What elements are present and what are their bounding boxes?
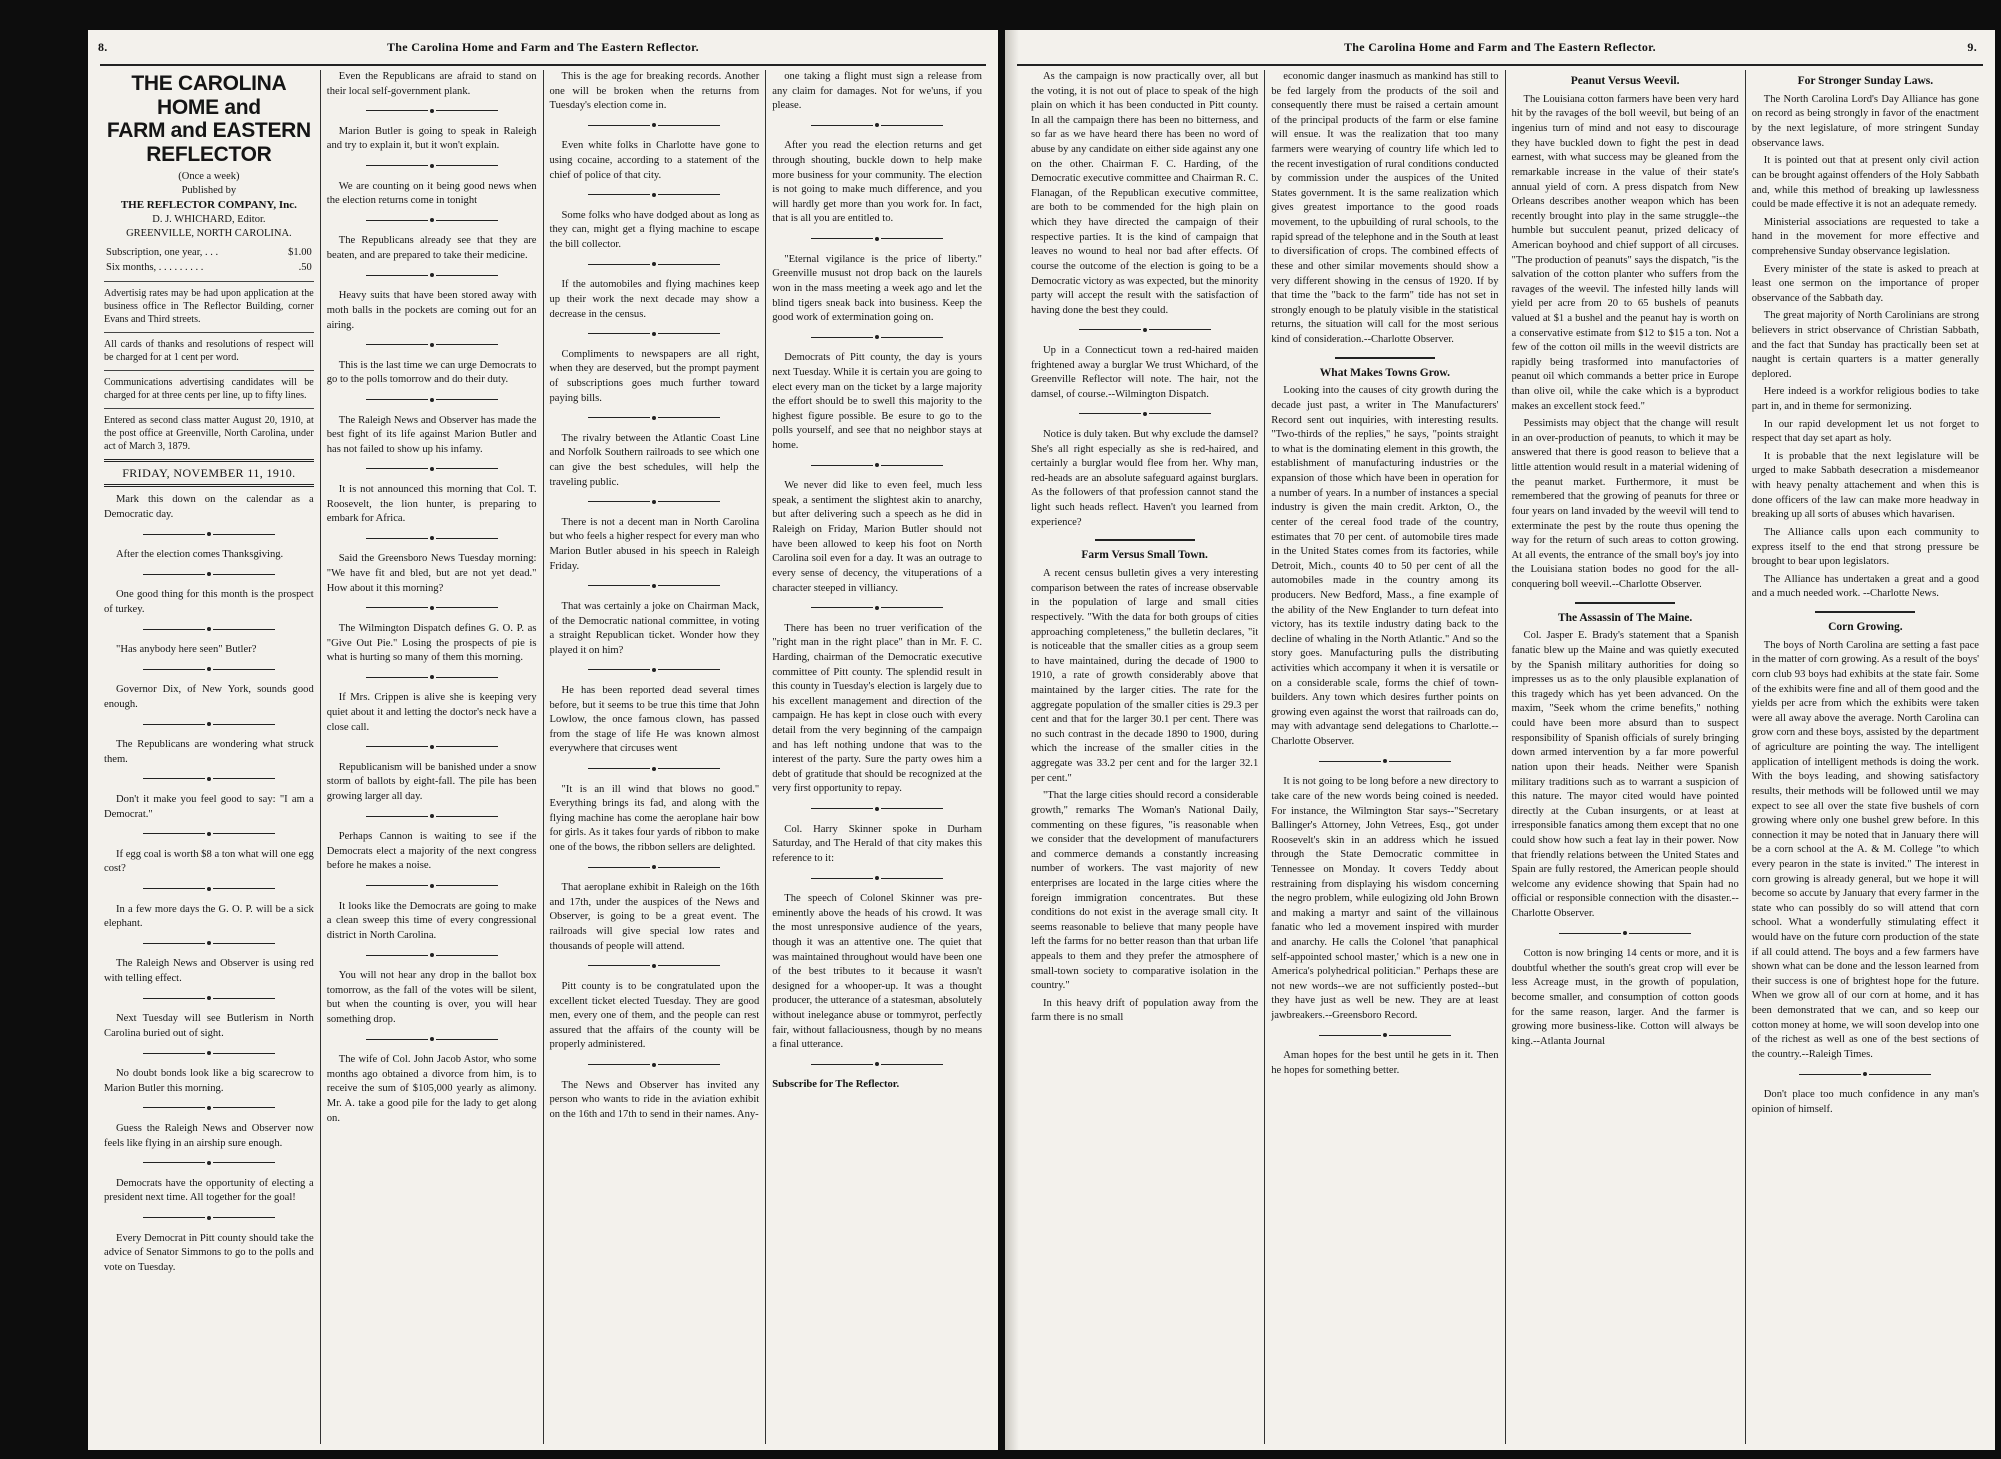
headline: Farm Versus Small Town.: [1081, 549, 1208, 562]
paragraph: The speech of Colonel Skinner was pre-eminently above the heads of his crowd. It was the most unresponsive audience of the years, though it was an attentive one. The quiet that was maintained throughout would have been one of the best tributes to it because it wasn't designed for a whooper-up. It was a thought producer, the utterance of a statesman, absolutely without inelegance abuse or tommyrot, perfectly fair, without fallaciousness, though by no means a final utterance.: [772, 893, 982, 1051]
column-4: [765, 70, 988, 1444]
item-divider: [104, 663, 314, 678]
paragraph: After the election comes Thanksgiving.: [116, 549, 284, 561]
paragraph: This is the age for breaking records. Another one will be broken when the returns from Tuesday's election come in.: [549, 71, 760, 112]
item-divider: [1271, 1029, 1498, 1044]
item-divider: [1031, 323, 1258, 338]
column-4: [1745, 70, 1985, 1444]
item-divider: [327, 269, 537, 284]
frequency: (Once a week): [178, 171, 240, 183]
subscription-rates: [106, 246, 312, 274]
issue-dateline: FRIDAY, NOVEMBER 11, 1910.: [104, 459, 314, 488]
paragraph: Looking into the causes of city growth during the decade just past, a writer in The Manufacturers' Record sent out inquiries, with interesting results. "Two-thirds of the replies," he says, "points straight to what is the dominating element in this growth, the establishment of manufacturing industries or the expansion of those which have been in operation for a number of years. In a number of instances a special industry is given the main credit. Arkton, O., the center of the cereal food trade of the country, estimates that 70 per cent. of automobile tires made in the United States comes from its factories, while Detroit, Mich., counts 40 to 50 per cent of all the automobiles made in the country among its producers. New Bedford, Mass., a fine example of the ability of the New Englander to turn defeat into victory, has its textile industry dating back to the decline of whaling in the North Atlantic." And so the story goes. Manufacturing pulls the distributing activities which accompany it when it is versatile or on a considerable scale, forms the chief of town-builders. Any town which desires further points on growing even against the worst that railroads can do, may with advantage send delegations to Charlotte.--Charlotte Observer.: [1271, 385, 1499, 748]
paragraph: He has been reported dead several times before, but it seems to be true this time that John Lowlow, the once famous clown, has passed from the stage of life He was known almost everywhere that circuses went: [549, 684, 760, 755]
head-rule: [1017, 64, 1983, 66]
item-divider: [327, 159, 537, 174]
paragraph: "Eternal vigilance is the price of liberty." Greenville musust not drop back on the laurels won in the mass meeting a week ago and let the blind tigers sneak back into business. Keep the good work of extermination going on.: [772, 253, 982, 324]
columns-left: [98, 70, 988, 1444]
item-divider: [104, 1211, 314, 1226]
paragraph: That aeroplane exhibit in Raleigh on the 16th and 17th, under the auspices of the News and Observer, is going to be a great event. The railroads will give special low rates and thousands of people will attend.: [549, 882, 760, 952]
item-divider: [550, 188, 760, 203]
article-body: [1031, 567, 1258, 1026]
newspaper-page-8: [88, 30, 998, 1450]
item-divider: [550, 495, 760, 510]
paragraph: That was certainly a joke on Chairman Mack, of the Democratic national committee, in voting a straight Republican ticket. Wonder how they played it on him?: [549, 600, 760, 656]
item-divider: [104, 882, 314, 897]
paragraph: A recent census bulletin gives a very interesting comparison between the rates of increase observable in the population of large and small cities respectively. "With the data for both groups of cities approaching completeness," the bulletin declares, "it is noticeable that the smaller cities as a group seem to have maintained, during the decade of 1900 to 1910, a rate of growth considerably above that maintained by the larger cities. The rate for the aggregate population of the smaller cities is 29.3 per cent and that for the larger 30.1 per cent. There was no such contrast in the decade 1890 to 1900, during which the increase of the smaller cities in the aggregate was 33.2 per cent and for the larger 32.1 per cent.": [1031, 568, 1259, 784]
paragraph: Governor Dix, of New York, sounds good enough.: [104, 684, 314, 710]
paragraph-list: [327, 70, 537, 1126]
item-divider: [772, 119, 982, 134]
item-divider: [550, 861, 760, 876]
paragraph: The rivalry between the Atlantic Coast Line and Norfolk Southern railroads to see which one can give the best schedules, will help the traveling public.: [549, 432, 760, 488]
masthead-line: FARM and EASTERN: [106, 119, 311, 143]
headline: What Makes Towns Grow.: [1319, 366, 1450, 379]
paragraph: Up in a Connecticut town a red-haired maiden frightened away a burglar We trust Whichard, of the Greenville Reflector will note. The hair, not the damsel, of course.--Wilmington Dispatch.: [1031, 344, 1259, 400]
paragraph: One good thing for this month is the prospect of turkey.: [104, 589, 314, 615]
article-body: [1512, 93, 1739, 593]
paragraph: The great majority of North Carolinians are strong believers in strict observance of Christian Sabbath, and the fact that Sunday has practically been set at naught is certain quarters is a matter generally deplored.: [1751, 310, 1979, 380]
rate-label: Six months, . . . . . . . . .: [106, 261, 204, 273]
running-head-right: [1005, 40, 1995, 62]
paragraph: We are counting on it being good news when the election returns come in tonight: [326, 180, 537, 207]
item-divider: [104, 937, 314, 952]
paragraph: The Republicans are wondering what struck them.: [104, 739, 314, 765]
paragraph: Some folks who have dodged about as long as they can, might get a flying machine to escape the bill collector.: [549, 209, 760, 251]
item-divider: [104, 772, 314, 787]
paragraph: Pitt county is to be congratulated upon the excellent ticket elected Tuesday. They are good men, every one of them, and the people can rest assured that the affairs of the county will be properly administered.: [549, 980, 760, 1051]
paragraph: After you read the election returns and get through shouting, buckle down to help make more business for your community. The election is not going to make much difference, and you will hardly get more than you work for. In fact, that is all you are entitled to.: [772, 140, 982, 225]
paragraph: The boys of North Carolina are setting a fast pace in the matter of corn growing. As a result of the boys' corn club 93 boys had exhibits at the state fair. Some of the exhibits were fine and all of them good and the yields per acre from which the exhibits were taken were all away above the average. North Carolina can grow corn and these boys, assisted by the department of agriculture are pointing the way. The intelligent application of intelligent methods is doing the work. With the boys leading, and showing satisfactory results, their methods will be followed until we may expect to see all over the state five bushels of corn growing where only one bushel grew before. In this connection it may be noted that in January there will be a corn school at the A. & M. College "to which every pearon in the state is invited." The interest in corn growing is already general, but we hope it will become so accute by January that every farmer in the state who can possibly do so will attend that corn school. What a wonderfully stimulating effect it would have on the future corn production of the state if all could attend. The boys and a few farmers have shown what can be done and the lesson learned from their success is one of brightest hope for the future. When we grow all of our corn at home, and it has been demonstrated that we can, and so keep our cotton money at home, we will soon develop into one of the richest as well as one of the best sections of the country.--Raleigh Times.: [1751, 639, 1979, 1060]
paragraph: No doubt bonds look like a big scarecrow to Marion Butler this morning.: [104, 1068, 314, 1094]
column-2: [320, 70, 543, 1444]
item-divider: [1031, 407, 1258, 422]
paragraph: Every minister of the state is asked to preach at least one sermon on the importance of proper observance of the Sabbath day.: [1751, 263, 1979, 304]
paragraph: Even white folks in Charlotte have gone to using cocaine, according to a statement of the chief of police of that city.: [549, 140, 760, 181]
headline: Corn Growing.: [1828, 620, 1903, 633]
item-divider: [772, 601, 982, 616]
paragraph: Ministerial associations are requested to take a hand in the movement for more effective and comprehensive Sunday observance legislation.: [1751, 216, 1979, 257]
item-divider: [327, 948, 537, 963]
paragraph: Compliments to newspapers are all right, when they are deserved, but the prompt payment of subscriptions goes much further toward paying bills.: [549, 348, 760, 404]
paragraph: Perhaps Cannon is waiting to see if the Democrats elect a majority of the next congress before he makes a noise.: [326, 831, 537, 872]
item-divider: [772, 331, 982, 346]
article-body: [1512, 629, 1739, 1049]
paragraph: "It is an ill wind that blows no good." Everything brings its fad, and along with the flying machine has come the aeroplane hair bow for girls. As it takes four yards of ribbon to make one of the bows, the ribbon sellers are delighted.: [549, 783, 760, 854]
item-divider: [327, 104, 537, 119]
item-divider: [772, 232, 982, 247]
article-body: [1752, 93, 1979, 602]
paragraph: We never did like to even feel, much less speak, a sentiment the slightest akin to anarchy, but after delivering such a speech as he did in Raleigh on Friday, Marion Butler should not have been allowed to keep his foot on North Carolina soil even for a day. It was an outrage to every sense of decency, the vituperations of a character steeped in villiancy.: [772, 480, 982, 594]
published-by: Published by: [181, 184, 237, 196]
column-2: [1264, 70, 1504, 1444]
running-head-left: [88, 40, 998, 62]
masthead: [104, 72, 314, 166]
paragraph: Every Democrat in Pitt county should take the advice of Senator Simmons to go to the polls and vote on Tuesday.: [104, 1232, 314, 1273]
paragraph: The Alliance calls upon each community to express itself to the end that strong pressure be brought to bear upon legislators.: [1751, 526, 1979, 568]
paragraph: Democrats of Pitt county, the day is yours next Tuesday. While it is certain you are going to elect every man on the ticket by a large majority the effort should be to swell this majority to the highest figure possible. Be esure to go to the polls yourself, and see that no neighbor stays at home.: [772, 352, 982, 452]
rate-label: Subscription, one year, . . .: [106, 247, 219, 259]
item-divider: [550, 579, 760, 594]
paragraph: You will not hear any drop in the ballot box tomorrow, as the fall of the votes will be silent, but when the counting is over, you will hear something drop.: [326, 970, 537, 1025]
gutter-shadow: [1005, 30, 1019, 1450]
paragraph: Aman hopes for the best until he gets in it. Then he hopes for something better.: [1271, 1050, 1499, 1076]
paragraph: It is pointed out that at present only civil action can be brought against offenders of the Holy Sabbath and, while this method of breaking up lawlessness could be made effective it is not an adequate remedy.: [1751, 155, 1979, 211]
paragraph: This is the last time we can urge Democrats to go to the polls tomorrow and do their duty.: [326, 359, 537, 386]
headline: Peanut Versus Weevil.: [1570, 75, 1680, 87]
paragraph: The Raleigh News and Observer is using red with telling effect.: [104, 958, 314, 985]
paragraph-list: [772, 70, 982, 1053]
item-divider: [327, 532, 537, 547]
item-divider: [327, 393, 537, 408]
paragraph: Republicanism will be banished under a snow storm of ballots by eight-fall. The pile has been growing larger all day.: [326, 761, 537, 802]
item-divider: [1752, 1068, 1979, 1083]
item-divider: [550, 762, 760, 777]
paragraph: The Alliance has undertaken a great and a good and a much needed work. --Charlotte News.: [1751, 573, 1979, 600]
paragraph: Marion Butler is going to speak in Raleigh and try to explain it, but it won't explain.: [326, 125, 537, 152]
masthead-line: REFLECTOR: [146, 142, 272, 166]
item-divider: [104, 827, 314, 842]
masthead-details: [104, 170, 314, 240]
article-body: [1271, 384, 1498, 1078]
paragraph: Even the Republicans are afraid to stand on their local self-government plank.: [326, 71, 537, 97]
paragraph: The Republicans already see that they are beaten, and are prepared to take their medicine.: [326, 235, 537, 262]
item-divider: [772, 459, 982, 474]
notice: Entered as second class matter August 20, 1910, at the post office at Greenville, North Carolina, under act of March 3, 1879.: [104, 408, 314, 453]
publisher: THE REFLECTOR COMPANY, Inc.: [120, 198, 297, 211]
item-divider: [550, 258, 760, 273]
article-body: [1271, 70, 1498, 348]
running-title: The Carolina Home and Farm and The Eastern Reflector.: [1343, 40, 1656, 54]
paragraph: Heavy suits that have been stored away with moth balls in the pockets are coming out for an airing.: [326, 290, 537, 331]
item-divider: [104, 1156, 314, 1171]
item-divider: [104, 568, 314, 583]
item-divider: [104, 527, 314, 542]
location: GREENVILLE, NORTH CAROLINA.: [126, 227, 292, 239]
item-divider: [104, 992, 314, 1007]
paragraph: one taking a flight must sign a release from any claim for damages. Not for we'uns, if you please.: [772, 71, 982, 112]
paragraph: Said the Greensboro News Tuesday morning: "We have fit and bled, but are not yet dead." How about it this morning?: [326, 553, 537, 594]
paragraph-list: [550, 70, 760, 1122]
paragraph: The Wilmington Dispatch defines G. O. P. as "Give Out Pie." Losing the prospects of pie is what is hurting so many of them this morning.: [326, 622, 537, 664]
headline: For Stronger Sunday Laws.: [1797, 75, 1934, 87]
item-divider: [550, 663, 760, 678]
item-divider: [327, 462, 537, 477]
item-divider: [1271, 755, 1498, 770]
newspaper-page-9: [1005, 30, 1995, 1450]
item-divider: [772, 802, 982, 817]
masthead-line: THE CAROLINA HOME and: [131, 72, 287, 119]
running-title: The Carolina Home and Farm and The Eastern Reflector.: [386, 40, 699, 54]
item-divider: [327, 214, 537, 229]
column-3: [1505, 70, 1745, 1444]
paragraph: economic danger inasmuch as mankind has still to be fed largely from the products of the soil and consequently there must be raised a certain amount of the principal products of the farm or else famine will ensue. It was the realization that too many farmers were wearying of country life which led to the recent investigation of rural conditions conducted by commission under the auspices of the United States government. It is the same realization which gives greatest importance to the good roads movement, to the upbuilding of rural schools, to the rapid spread of the telephone and in the South at least to diversification of crops. The combined effects of these and other similar movements should show a very different showing in the census of 1920. If by that time the "back to the farm" tide has not set in strongly enough to be platuly visible in the statistical returns, the situation will call for the most serious kind of consideration.--Charlotte Observer.: [1271, 71, 1499, 345]
article-body: [1752, 639, 1979, 1118]
column-1: [1025, 70, 1264, 1444]
paragraph: Don't place too much confidence in any man's opinion of himself.: [1751, 1089, 1979, 1115]
paragraph: Pessimists may object that the change will result in an over-production of peanuts, to which it may be answered that there is good reason to believe that a little attention would result in a material widening of the peanut market. Furthermore, it must be remembered that the growing of peanuts for three or four years on land invaded by the weevil will tend to exterminate the pest by the route thus opening the way for the return of such areas to cotton growing. At all events, the entrance of the small boy's joy into the Louisiana station bodes no good for the all-conquering boll weevil.--Charlotte Observer.: [1511, 418, 1739, 590]
paragraph: It is not going to be long before a new directory to take care of the new words being coined is needed. For instance, the Wilmington Star says--"Secretary Ballinger's Attorney, John Vetrees, Esq., got under Roosevelt's skin in an address which he issued through the State Democratic committee in Tennessee on Monday. It covers Teddy about restraining from displaying his wisdom concerning the negro problem, while eulogizing old John Brown and making a martyr and saint of the villainous fanatic who led a movement inspired with murder and anarchy. He calls the Colonel 'that panaphical self-appointed school master,' which is a new one in America's polyhedrical politician." Perhaps these are not new words--we are not sufficiently posted--but they have just as well be new. They are at least jawbreakers.--Greensboro Record.: [1271, 776, 1499, 1022]
paragraph: As the campaign is now practically over, all but the voting, it is not out of place to speak of the high plain on which it has been conducted in Pitt county. In all the campaign there has been no bitterness, and so far as we have heard there has been no word of abuse by any candidate on either side against any one on the other. Chairman F. C. Harding, of the Democratic executive committee and Chairman R. C. Flanagan, of the Republican executive committee, are both to be commended for the high plain on which they have directed the campaign of their respective parties. It is the kind of campaign that leaves no wound to heal nor bad after effects. Of course the outcome of the election is going to be a Democratic victory as was expected, but the minority party will accept the result with the satisfaction of having done the best they could.: [1031, 71, 1259, 316]
page-number: 9.: [1967, 40, 1977, 54]
notice: Advertisig rates may be had upon application at the business office in The Reflector Building, corner Evans and Third streets.: [104, 281, 314, 326]
paragraph: There has been no truer verification of the "right man in the right place" than in Mr. F. C. Harding, chairman of the Democratic executive committee of Pitt county. The splendid result in this county in Tuesday's election is largely due to his excellent management and direction of the campaign. He has kept in close ouch with every detail from the very beginning of the campaign and has left nothing undone that was to the interest of the party. Sure the party owes him a debt of gratitude that should be recognized at the very first opportunity to repay.: [772, 622, 982, 795]
item-divider: [1512, 927, 1739, 942]
item-divider: [327, 601, 537, 616]
paragraph: The Raleigh News and Observer has made the best fight of its life against Marion Butler and has not failed to show up his infamy.: [326, 414, 537, 455]
notice: All cards of thanks and resolutions of respect will be charged for at 1 cent per word.: [104, 332, 314, 364]
paragraph: "That the large cities should record a considerable growth," remarks The Woman's National Daily, commenting on these figures, "is reasonable when we consider that the development of manufacturers and commerce demands a constantly increasing number of workers. The vast majority of new enterprises are located in the large cities where the foreign immigration concentrates. But these conditions do not exist in the average small city. It seems reasonable to believe that many people have left the farms for no better reason than that urban life appeals to them and they prefer the atmosphere of small-town society to comparative isolation in the country.": [1031, 790, 1259, 992]
paragraph: Col. Jasper E. Brady's statement that a Spanish fanatic blew up the Maine and was quietly executed by the Spanish military authorities for doing so impresses us as to the only plausible explanation of this tragedy which has yet been advanced. On the maxim, "Seek whom the crime benefits," nothing could have been more absurd than to suspect responsibility of Spanish officials of surely bringing down armed intervention by a far more powerful nation upon their heads. Neither were Spanish military traditions such as to warrant a suspicion of this nature. The mayor cited would have pointed directly at the Cuban insurgents, or at least at irresponsible fanatics among them except that no one could show how such a feat lay in their power. Now that friendly relations between the United States and Spain are fully restored, the American people should welcome any evidence showing that Spain had no official or responsible connection with the disaster.--Charlotte Observer.: [1511, 630, 1739, 920]
paragraph: "Has anybody here seen" Butler?: [116, 644, 257, 656]
paragraph: Mark this down on the calendar as a Democratic day.: [104, 494, 314, 520]
item-divider: [327, 879, 537, 894]
rate-value: .50: [298, 261, 312, 273]
paragraph: Cotton is now bringing 14 cents or more, and it is doubtful whether the south's great crop will ever be less Acreage must, in the growth of population, become smaller, and consumption of cotton goods for the same reason, larger. And the farmer is growing more business-like. Cotton will always be king.--Atlanta Journal: [1511, 948, 1739, 1047]
item-divider: [327, 1033, 537, 1048]
paragraph: Democrats have the opportunity of electing a president next time. All together for the goal!: [104, 1177, 314, 1204]
rate-value: $1.00: [288, 247, 312, 259]
item-divider: [104, 1047, 314, 1062]
head-rule: [100, 64, 986, 66]
page-number: 8.: [98, 40, 108, 54]
item-divider: [104, 623, 314, 638]
paragraph: Here indeed is a workfor religious bodies to take part in, and in theme for sermonizing.: [1751, 386, 1979, 413]
paragraph: Next Tuesday will see Butlerism in North Carolina buried out of sight.: [104, 1013, 314, 1039]
item-divider: [550, 1058, 760, 1073]
paragraph: In a few more days the G. O. P. will be a sick elephant.: [104, 903, 314, 930]
paragraph: The wife of Col. John Jacob Astor, who some months ago obtained a divorce from him, is to receive the sum of $105,000 yearly as alimony. Mr. A. take a good pile for the lady to get along on.: [326, 1054, 537, 1124]
paragraph: It looks like the Democrats are going to make a clean sweep this time of every congressional district in North Carolina.: [326, 900, 537, 941]
paragraph: The North Carolina Lord's Day Alliance has gone on record as being strongly in favor of the enactment by the next legislature, of more stringent Sunday observance laws.: [1751, 93, 1979, 149]
paragraph: Notice is duly taken. But why exclude the damsel? She's all right especially as she is red-haired, and certainly a burglar would flee from her. Why man, red-heads are an absolute safeguard against burglars. As the followers of that profession cannot stand the light such heads reflect. Haven't you learned from experience?: [1031, 429, 1259, 528]
item-divider: [327, 740, 537, 755]
columns-right: [1025, 70, 1985, 1444]
paragraph: If the automobiles and flying machines keep up their work the next decade may show a decrease in the census.: [549, 279, 760, 320]
item-divider: [104, 718, 314, 733]
item-divider: [327, 338, 537, 353]
item-divider: [327, 810, 537, 825]
item-divider: [327, 671, 537, 686]
column-3: [543, 70, 766, 1444]
paragraph: If egg coal is worth $8 a ton what will one egg cost?: [104, 848, 314, 875]
subscribe-notice: Subscribe for The Reflector.: [772, 1079, 900, 1091]
paragraph: The Louisiana cotton farmers have been very hard hit by the ravages of the boll weevil, but being of an ingenius turn of mind and not easy to discourage they have buckled down to fight the pest in dead earnest, with what success may be gleaned from the remarkable increase in the value of their state's annual yield of corn. A press dispatch from New Orleans describes another weapon which has been recently brought into play in the same struggle--the humble but succulent peanut, prized delicacy of American boyhood and chief support of all circuses. "The production of peanuts" says the dispatch, "is the salvation of the cotton planter who suffers from the ravages of the weevil. The infested hilly lands will yield per acre from 20 to 65 bushels of peanuts valued at $1 a bushel and the peanut hay is worth on a conservative estimate from $12 to $15 a ton. Not a few of the cotton oil mills in the weevil districts are rapidly being trasformed into manufactories of peanut oil which commands a better price in Europe than olive oil, while the cake which is a byproduct makes an excellent stock feed.": [1511, 93, 1739, 412]
item-divider: [550, 959, 760, 974]
paragraph: It is not announced this morning that Col. T. Roosevelt, the lion hunter, is preparing to embark for Africa.: [326, 484, 537, 525]
paragraph-list: [104, 493, 314, 1275]
paragraph: There is not a decent man in North Carolina but who feels a higher respect for every man who Marion Butler abused in his speech in Raleigh Friday.: [549, 516, 760, 572]
paragraph: In our rapid development let us not forget to respect that day set apart as holy.: [1751, 418, 1979, 445]
paragraph: The News and Observer has invited any person who wants to ride in the aviation exhibit on the 16th and 17th to send in their names. Any-: [549, 1079, 760, 1120]
headline: The Assassin of The Maine.: [1557, 611, 1693, 624]
paragraph: Guess the Raleigh News and Observer now feels like flying in an airship sure enough.: [104, 1122, 314, 1149]
item-divider: [104, 1101, 314, 1116]
paragraph: Col. Harry Skinner spoke in Durham Saturday, and The Herald of that city makes this reference to it:: [772, 823, 982, 864]
item-divider: [550, 327, 760, 342]
paragraph: If Mrs. Crippen is alive she is keeping very quiet about it and letting the doctor's neck have a close call.: [326, 692, 537, 733]
notice: Communications advertising candidates will be charged for at three cents per line, up to fifty lines.: [104, 370, 314, 402]
paragraph: In this heavy drift of population away from the farm there is no small: [1031, 997, 1259, 1024]
editor: D. J. WHICHARD, Editor.: [152, 213, 266, 225]
paragraph-list: [1031, 70, 1258, 530]
item-divider: [772, 871, 982, 886]
item-divider: [550, 411, 760, 426]
paragraph: It is probable that the next legislature will be urged to make Sabbath desecration a misdemeanor with heavy penalty attachement and when this is done officers of the law can make more headway in breaking up all sorts of abuses which havarisen.: [1751, 450, 1979, 521]
column-1: [98, 70, 320, 1444]
paragraph: Don't it make you feel good to say: "I am a Democrat.": [104, 794, 314, 820]
item-divider: [550, 119, 760, 134]
